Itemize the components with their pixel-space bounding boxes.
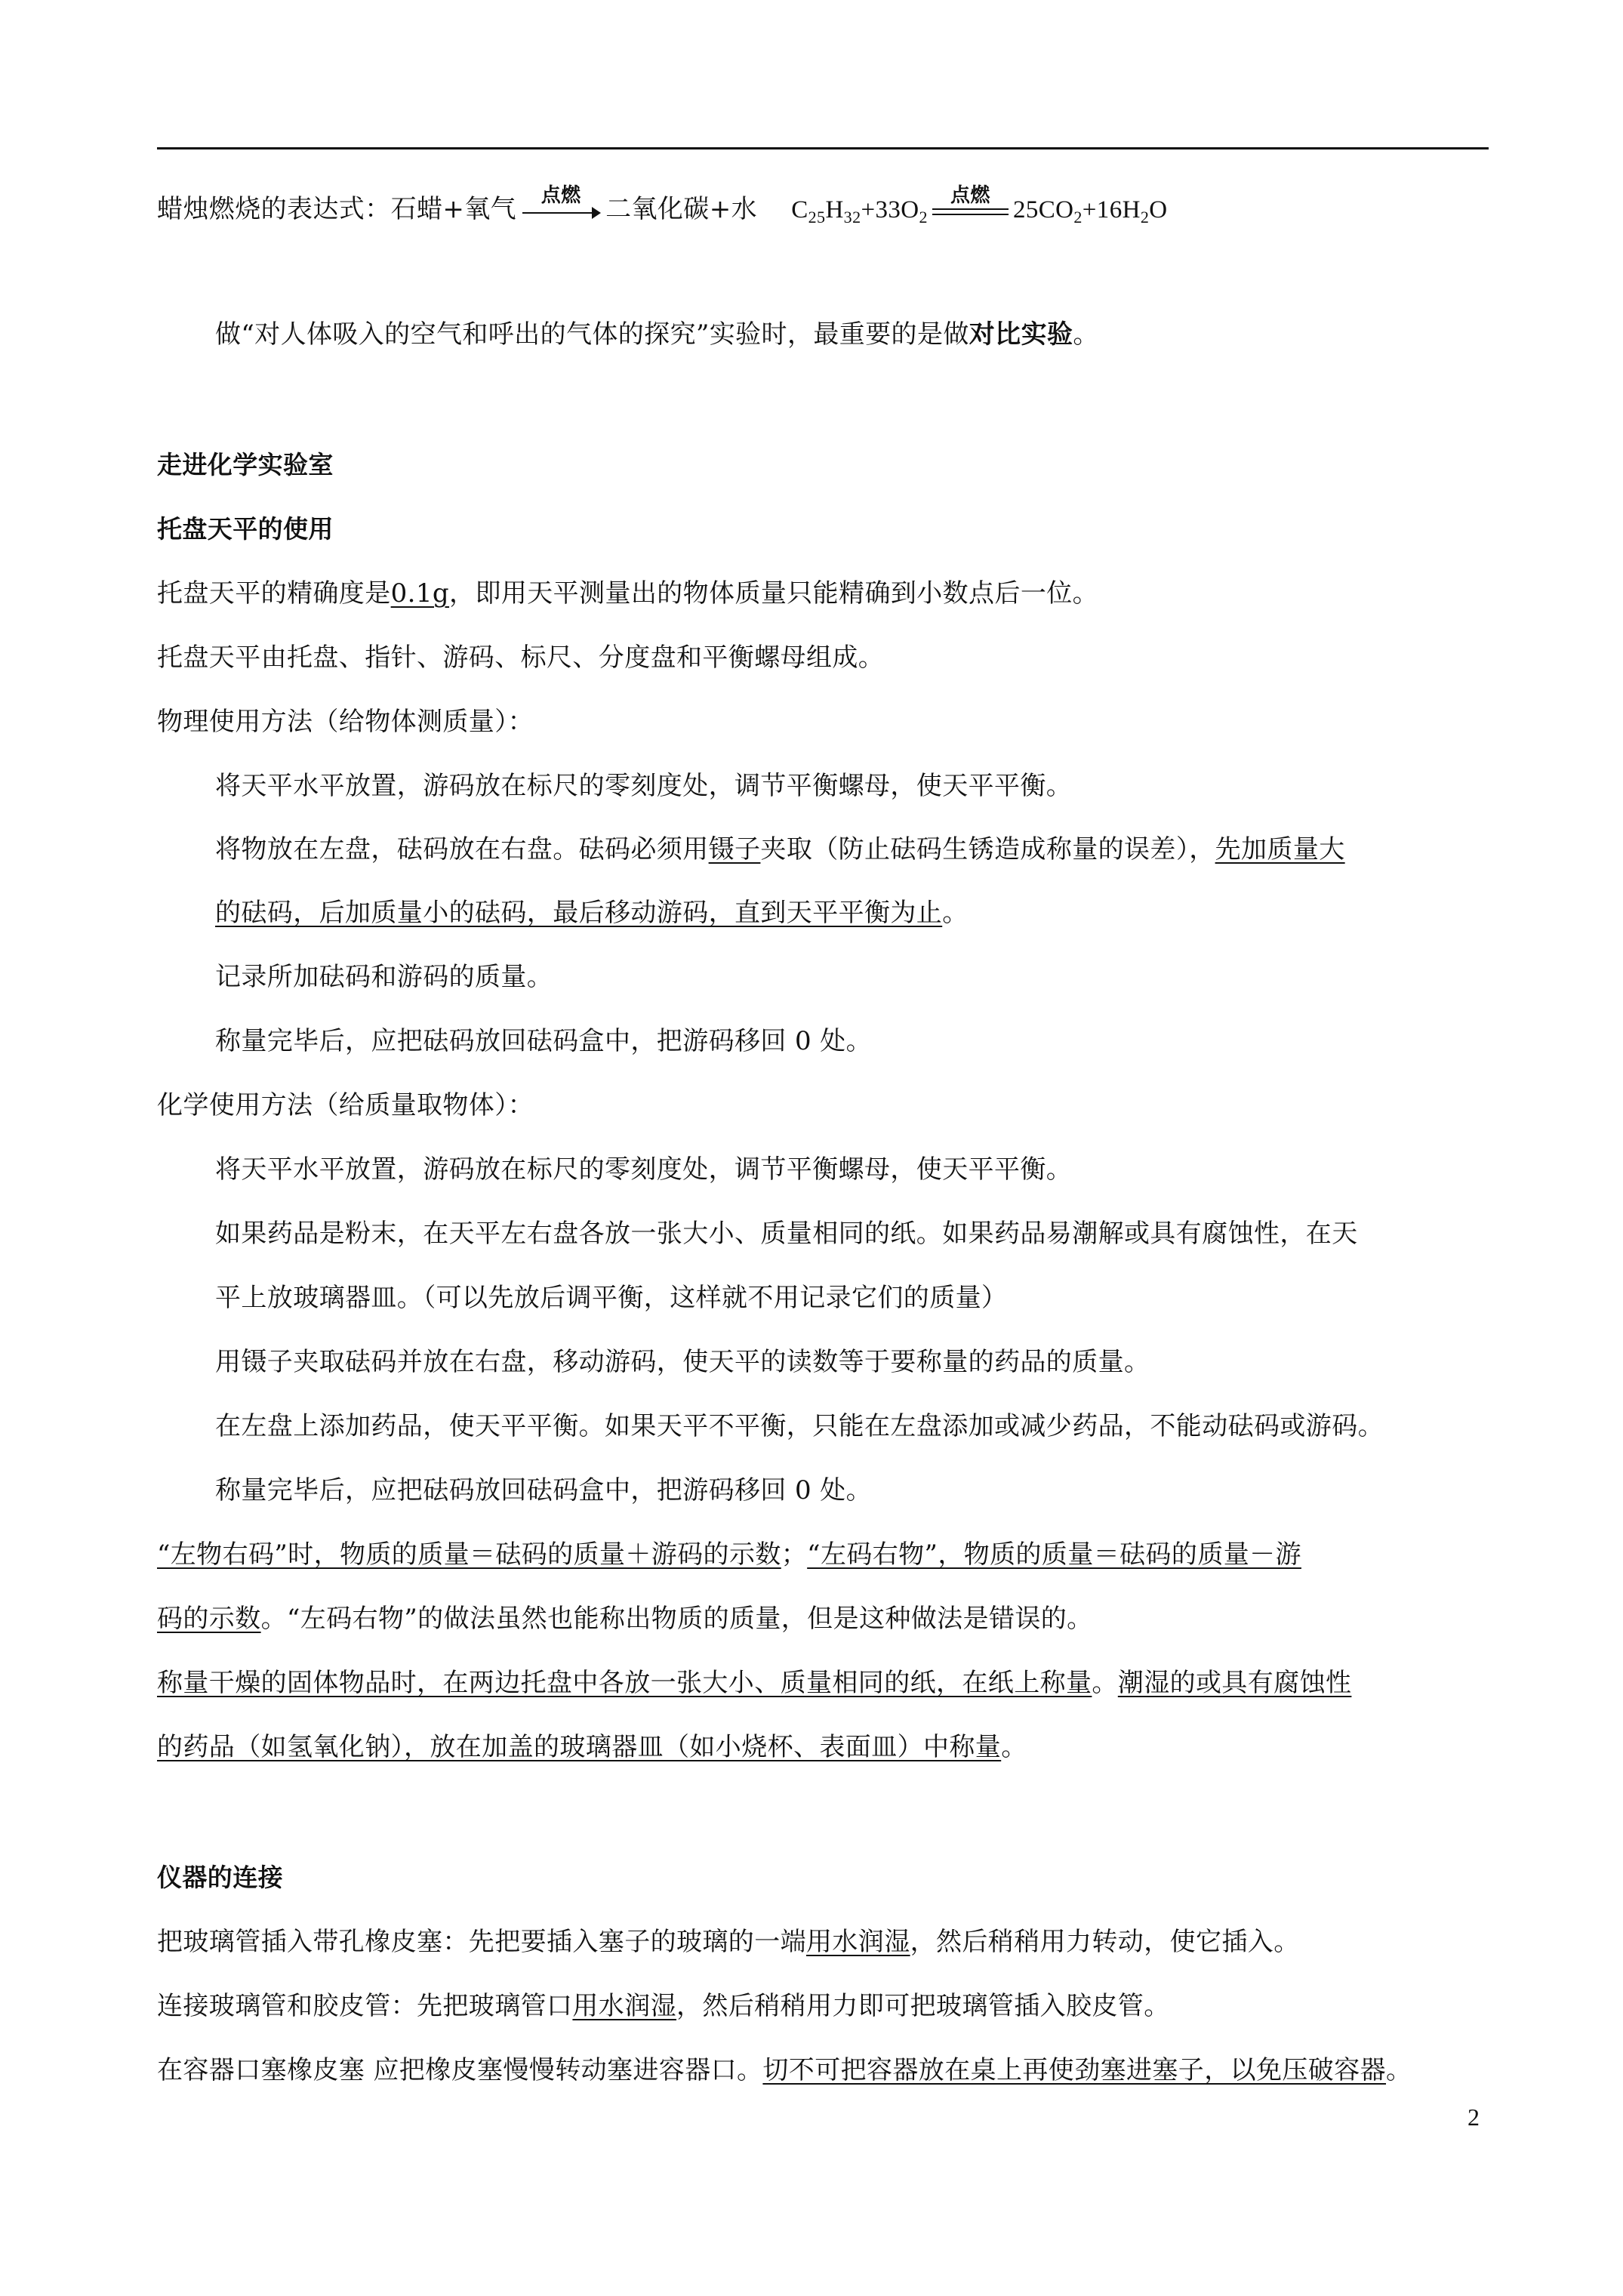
lr-end: 。“左码右物”的做法虽然也能称出物质的质量，但是这种做法是错误的。 (260, 1604, 1093, 1634)
section-heading-balance: 托盘天平的使用 (157, 514, 334, 544)
section-heading-connect: 仪器的连接 (157, 1863, 283, 1892)
p2-underline-a: 先加质量大 (1215, 834, 1345, 864)
ignite-equals-sign (931, 184, 1010, 227)
physics-step-4: 称量完毕后，应把砝码放回砝码盒中，把游码移回 0 处。 (215, 1026, 873, 1056)
ignite-arrow (519, 184, 602, 227)
dry-mid: 。 (1092, 1668, 1118, 1698)
connect-l1-a: 把玻璃管插入带孔橡皮塞：先把要插入塞子的玻璃的一端 (157, 1927, 806, 1957)
arrow-shaft (522, 212, 596, 214)
chem-step-2b: 平上放玻璃器皿。（可以先放后调平衡，这样就不用记录它们的质量） (215, 1283, 1008, 1313)
compare-end: 。 (1073, 319, 1099, 350)
candle-word-reactants: 蜡烛燃烧的表达式：石蜡+氧气 (157, 194, 517, 224)
candle-formula-reactants (791, 196, 928, 227)
ignite-equals-label: 点燃 (950, 184, 990, 207)
lr-underline-c: 码的示数 (157, 1604, 261, 1634)
chem-step-2a: 如果药品是粉末，在天平左右盘各放一张大小、质量相同的纸。如果药品易潮解或具有腐蚀性，在天 (215, 1219, 1358, 1249)
lr-mid: ； (781, 1539, 808, 1570)
p2-tweezers: 镊子 (708, 834, 761, 864)
ignite-arrow-label: 点燃 (540, 184, 581, 207)
formula-o2: O (1149, 196, 1168, 223)
formula-o: +33O (861, 196, 919, 223)
compare-paragraph (215, 316, 1498, 353)
balance-parts: 托盘天平由托盘、指针、游码、标尺、分度盘和平衡螺母组成。 (157, 643, 885, 673)
dry-underline-b: 潮湿的或具有腐蚀性 (1117, 1668, 1352, 1698)
equals-bar-top (932, 208, 1009, 210)
physics-step-3: 记录所加砝码和游码的质量。 (215, 962, 553, 992)
connect-l2-b: ，然后稍稍用力即可把玻璃管插入胶皮管。 (676, 1991, 1170, 2021)
p2-underline-b: 的砝码，后加质量小的砝码，最后移动游码，直到天平平衡为止 (215, 898, 943, 928)
connect-l1-b: ，然后稍稍用力转动，使它插入。 (910, 1927, 1300, 1957)
p2-end: 。 (942, 898, 969, 928)
formula-h-sub: 32 (843, 208, 861, 227)
physics-step-2b (215, 895, 1498, 931)
formula-co: 25CO (1012, 196, 1074, 223)
formula-h2-sub: 2 (1140, 208, 1150, 227)
physics-step-2a (215, 831, 1498, 868)
precision-text-b: ，即用天平测量出的物体质量只能精确到小数点后一位。 (449, 578, 1099, 609)
left-right-line-1 (157, 1536, 1493, 1573)
connect-l3-a: 在容器口塞橡皮塞 应把橡皮塞慢慢转动塞进容器口。 (157, 2055, 763, 2085)
connect-l2-underline: 用水润湿 (572, 1991, 677, 2021)
section-heading-lab: 走进化学实验室 (157, 450, 334, 479)
chem-step-4: 在左盘上添加药品，使天平平衡。如果天平不平衡，只能在左盘添加或减少药品，不能动砝码或游码。 (215, 1411, 1384, 1441)
formula-h2: +16H (1082, 196, 1141, 223)
lr-underline-b: “左码右物”，物质的质量＝砝码的质量－游 (807, 1539, 1301, 1570)
precision-value: 0.1g (390, 578, 450, 609)
formula-o-sub: 2 (919, 208, 928, 227)
balance-precision (157, 575, 1493, 612)
precision-text-a: 托盘天平的精确度是 (157, 578, 391, 609)
chem-step-5: 称量完毕后，应把砝码放回砝码盒中，把游码移回 0 处。 (215, 1475, 873, 1505)
dry-underline-a: 称量干燥的固体物品时，在两边托盘中各放一张大小、质量相同的纸，在纸上称量 (157, 1668, 1092, 1698)
connect-line-2 (157, 1988, 1493, 2024)
left-right-line-2 (157, 1601, 1493, 1637)
physics-step-1: 将天平水平放置，游码放在标尺的零刻度处，调节平衡螺母，使天平平衡。 (215, 771, 1073, 801)
candle-formula-products (1012, 196, 1168, 227)
chem-step-3: 用镊子夹取砝码并放在右盘，移动游码，使天平的读数等于要称量的药品的质量。 (215, 1347, 1150, 1377)
connect-line-1 (157, 1924, 1493, 1960)
page-number: 2 (1467, 2103, 1480, 2131)
compare-bold: 对比实验 (969, 319, 1073, 350)
connect-l2-a: 连接玻璃管和胶皮管：先把玻璃管口 (157, 1991, 573, 2021)
formula-co-sub: 2 (1073, 208, 1083, 227)
dry-solid-line-1 (157, 1665, 1493, 1701)
formula-h: H (825, 196, 844, 223)
candle-word-products: 二氧化碳+水 (605, 194, 757, 224)
compare-text: 做“对人体吸入的空气和呼出的气体的探究”实验时，最重要的是做 (215, 319, 969, 350)
candle-equation-line (157, 184, 1493, 228)
connect-l3-end: 。 (1386, 2055, 1412, 2085)
arrow-head-icon (592, 207, 601, 219)
connect-l3-underline: 切不可把容器放在桌上再使劲塞进塞子，以免压破容器 (762, 2055, 1387, 2085)
connect-l1-underline: 用水润湿 (806, 1927, 910, 1957)
dry-end: 。 (1001, 1732, 1027, 1762)
formula-c: C (791, 196, 808, 223)
lr-underline-a: “左物右码”时，物质的质量＝砝码的质量＋游码的示数 (157, 1539, 781, 1570)
chem-step-1: 将天平水平放置，游码放在标尺的零刻度处，调节平衡螺母，使天平平衡。 (215, 1154, 1073, 1185)
dry-underline-c: 的药品（如氢氧化钠），放在加盖的玻璃器皿（如小烧杯、表面皿）中称量 (157, 1732, 1002, 1762)
dry-solid-line-2 (157, 1729, 1493, 1765)
connect-line-3 (157, 2052, 1493, 2088)
formula-c-sub: 25 (808, 208, 826, 227)
p2-text-a: 将物放在左盘，砝码放在右盘。砝码必须用 (215, 834, 709, 864)
p2-text-b: 夹取（防止砝码生锈造成称量的误差）， (760, 834, 1215, 864)
physics-method-title: 物理使用方法（给物体测质量）： (157, 707, 534, 737)
equals-bar-bottom (932, 214, 1009, 215)
chem-method-title: 化学使用方法（给质量取物体）： (157, 1090, 534, 1120)
header-rule (157, 147, 1489, 149)
